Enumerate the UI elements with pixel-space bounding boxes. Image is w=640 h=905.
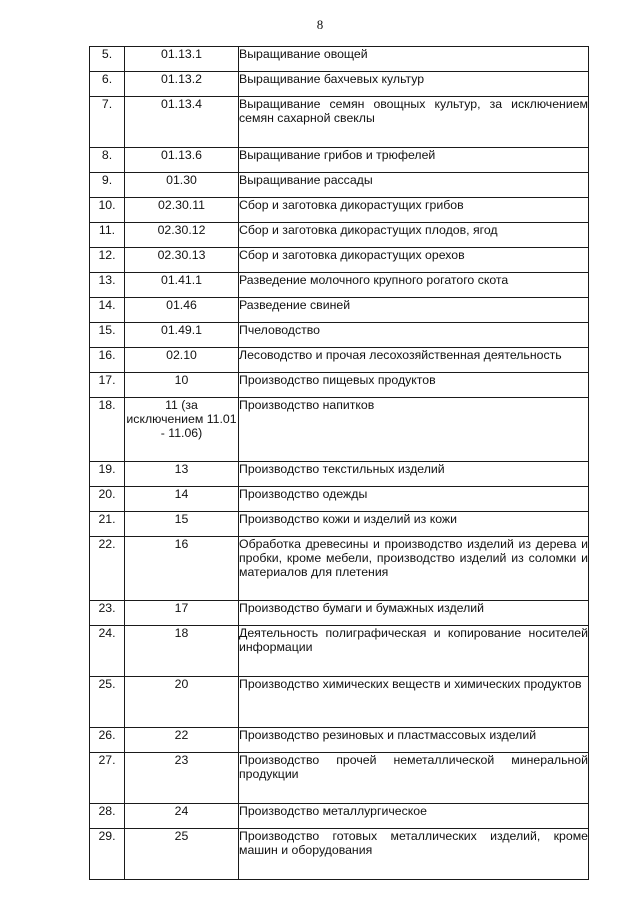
table-row bbox=[90, 298, 589, 323]
row-number: 19. bbox=[90, 462, 125, 487]
activity-name: Пчеловодство bbox=[239, 323, 589, 348]
activity-code: 22 bbox=[125, 728, 239, 753]
table-row bbox=[90, 198, 589, 223]
table-row bbox=[90, 72, 589, 97]
activity-code: 10 bbox=[125, 373, 239, 398]
activity-name: Производство химических веществ и химических продуктов bbox=[239, 677, 589, 728]
activity-name: Производство готовых металлических изделий, кроме машин и оборудования bbox=[239, 829, 589, 880]
activity-name: Сбор и заготовка дикорастущих грибов bbox=[239, 198, 589, 223]
activity-name: Производство напитков bbox=[239, 398, 589, 462]
page-number: 8 bbox=[316, 17, 324, 32]
activity-code: 02.30.11 bbox=[125, 198, 239, 223]
activity-name: Производство бумаги и бумажных изделий bbox=[239, 601, 589, 626]
activity-name: Лесоводство и прочая лесохозяйственная деятельность bbox=[239, 348, 589, 373]
table-row bbox=[90, 223, 589, 248]
activity-code: 02.10 bbox=[125, 348, 239, 373]
activity-name: Сбор и заготовка дикорастущих плодов, ягод bbox=[239, 223, 589, 248]
activity-code: 24 bbox=[125, 804, 239, 829]
activity-name: Выращивание грибов и трюфелей bbox=[239, 148, 589, 173]
table-row bbox=[90, 173, 589, 198]
row-number: 25. bbox=[90, 677, 125, 728]
activity-code: 18 bbox=[125, 626, 239, 677]
activity-name: Разведение свиней bbox=[239, 298, 589, 323]
table-row bbox=[90, 462, 589, 487]
table-row bbox=[90, 512, 589, 537]
row-number: 22. bbox=[90, 537, 125, 601]
row-number: 20. bbox=[90, 487, 125, 512]
activity-code: 01.13.4 bbox=[125, 97, 239, 148]
table-row bbox=[90, 804, 589, 829]
table-row bbox=[90, 487, 589, 512]
activity-name: Выращивание рассады bbox=[239, 173, 589, 198]
activity-code: 01.46 bbox=[125, 298, 239, 323]
row-number: 27. bbox=[90, 753, 125, 804]
row-number: 15. bbox=[90, 323, 125, 348]
table-row bbox=[90, 97, 589, 148]
activity-code: 16 bbox=[125, 537, 239, 601]
row-number: 29. bbox=[90, 829, 125, 880]
row-number: 16. bbox=[90, 348, 125, 373]
activity-name: Сбор и заготовка дикорастущих орехов bbox=[239, 248, 589, 273]
table-row bbox=[90, 537, 589, 601]
row-number: 28. bbox=[90, 804, 125, 829]
table-row bbox=[90, 626, 589, 677]
activity-name: Производство пищевых продуктов bbox=[239, 373, 589, 398]
activity-name: Производство резиновых и пластмассовых изделий bbox=[239, 728, 589, 753]
activity-code: 01.41.1 bbox=[125, 273, 239, 298]
table-row bbox=[90, 829, 589, 880]
activity-code: 15 bbox=[125, 512, 239, 537]
activity-code: 14 bbox=[125, 487, 239, 512]
table-row bbox=[90, 677, 589, 728]
table-row bbox=[90, 323, 589, 348]
activity-name: Выращивание овощей bbox=[239, 47, 589, 72]
activity-name: Обработка древесины и производство изделий из дерева и пробки, кроме мебели, производство изделий из соломки и материалов для плетения bbox=[239, 537, 589, 601]
table-row bbox=[90, 47, 589, 72]
row-number: 8. bbox=[90, 148, 125, 173]
row-number: 13. bbox=[90, 273, 125, 298]
row-number: 24. bbox=[90, 626, 125, 677]
table-row bbox=[90, 373, 589, 398]
activity-codes-table bbox=[89, 46, 589, 880]
row-number: 6. bbox=[90, 72, 125, 97]
activity-name: Производство металлургическое bbox=[239, 804, 589, 829]
table-row bbox=[90, 601, 589, 626]
activity-code: 17 bbox=[125, 601, 239, 626]
row-number: 12. bbox=[90, 248, 125, 273]
table-row bbox=[90, 273, 589, 298]
activity-name: Производство кожи и изделий из кожи bbox=[239, 512, 589, 537]
table-row bbox=[90, 148, 589, 173]
row-number: 23. bbox=[90, 601, 125, 626]
table-row bbox=[90, 753, 589, 804]
table-row bbox=[90, 348, 589, 373]
activity-name: Производство одежды bbox=[239, 487, 589, 512]
activity-code: 01.13.2 bbox=[125, 72, 239, 97]
table-row bbox=[90, 398, 589, 462]
row-number: 5. bbox=[90, 47, 125, 72]
activity-code: 01.13.1 bbox=[125, 47, 239, 72]
activity-code: 01.49.1 bbox=[125, 323, 239, 348]
activity-name: Деятельность полиграфическая и копирование носителей информации bbox=[239, 626, 589, 677]
activity-code: 13 bbox=[125, 462, 239, 487]
activity-code: 11 (за исключением 11.01 - 11.06) bbox=[125, 398, 239, 462]
activity-code: 01.13.6 bbox=[125, 148, 239, 173]
row-number: 14. bbox=[90, 298, 125, 323]
activity-name: Производство текстильных изделий bbox=[239, 462, 589, 487]
row-number: 7. bbox=[90, 97, 125, 148]
activity-name: Выращивание семян овощных культур, за исключением семян сахарной свеклы bbox=[239, 97, 589, 148]
activity-code: 23 bbox=[125, 753, 239, 804]
row-number: 26. bbox=[90, 728, 125, 753]
row-number: 17. bbox=[90, 373, 125, 398]
activity-name: Разведение молочного крупного рогатого скота bbox=[239, 273, 589, 298]
row-number: 10. bbox=[90, 198, 125, 223]
activity-name: Выращивание бахчевых культур bbox=[239, 72, 589, 97]
table-row bbox=[90, 248, 589, 273]
row-number: 18. bbox=[90, 398, 125, 462]
activity-code: 02.30.12 bbox=[125, 223, 239, 248]
activity-code: 01.30 bbox=[125, 173, 239, 198]
row-number: 9. bbox=[90, 173, 125, 198]
activity-code: 02.30.13 bbox=[125, 248, 239, 273]
row-number: 11. bbox=[90, 223, 125, 248]
activity-code: 20 bbox=[125, 677, 239, 728]
activity-code: 25 bbox=[125, 829, 239, 880]
activity-name: Производство прочей неметаллической минеральной продукции bbox=[239, 753, 589, 804]
row-number: 21. bbox=[90, 512, 125, 537]
table-row bbox=[90, 728, 589, 753]
